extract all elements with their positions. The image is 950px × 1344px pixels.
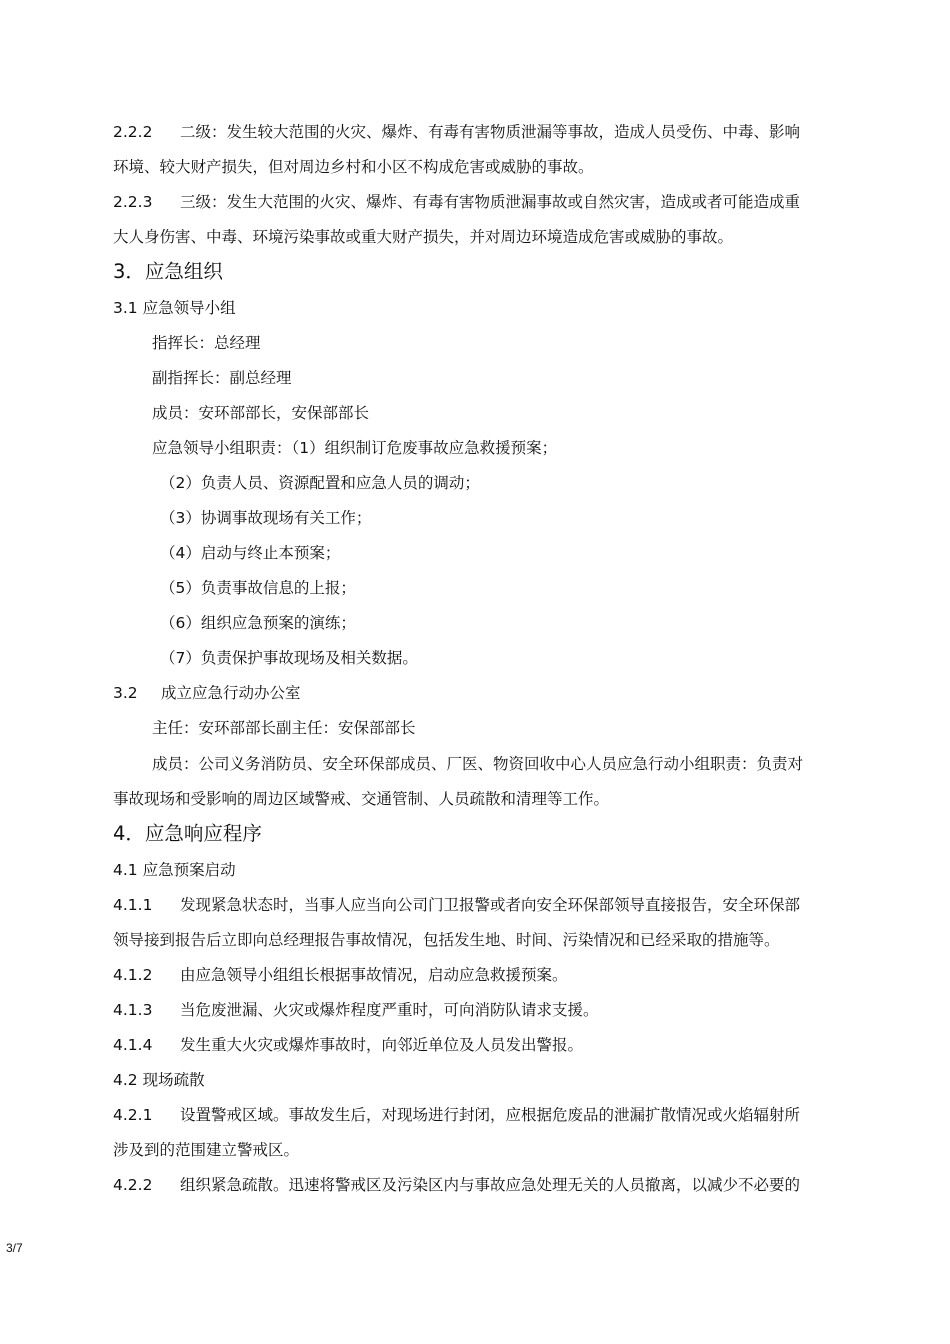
section-number: 4.2.1 <box>113 1106 153 1124</box>
paragraph-text: 由应急领导小组组长根据事故情况，启动应急救援预案。 <box>180 966 568 984</box>
paragraph-4-1-4 <box>113 1035 583 1055</box>
section-number: 4.1.4 <box>113 1036 153 1054</box>
heading-4: 4．应急响应程序 <box>113 822 262 845</box>
leader-duty-item: （2）负责人员、资源配置和应急人员的调动； <box>160 474 480 492</box>
leader-duty-item: （5）负责事故信息的上报； <box>160 579 356 597</box>
subheading-3-1: 3.1 应急领导小组 <box>113 299 236 317</box>
office-director: 主任：安环部部长副主任：安保部部长 <box>152 719 416 737</box>
leader-members: 成员：安环部部长，安保部部长 <box>152 404 370 422</box>
heading-3: 3．应急组织 <box>113 260 223 283</box>
paragraph-4-1-2 <box>113 965 568 985</box>
paragraph-2-2-2-line1 <box>113 122 800 142</box>
leader-commander: 指挥长：总经理 <box>152 334 261 352</box>
leader-deputy: 副指挥长：副总经理 <box>152 369 292 387</box>
paragraph-text: 三级：发生大范围的火灾、爆炸、有毒有害物质泄漏事故或自然灾害，造成或者可能造成重 <box>180 193 801 211</box>
leader-duty-item: （3）协调事故现场有关工作； <box>160 509 372 527</box>
section-number: 4.1.1 <box>113 896 153 914</box>
paragraph-4-1-3 <box>113 1000 599 1020</box>
paragraph-text: 发现紧急状态时，当事人应当向公司门卫报警或者向安全环保部领导直接报告，安全环保部 <box>180 896 801 914</box>
paragraph-text: 发生重大火灾或爆炸事故时，向邻近单位及人员发出警报。 <box>180 1036 584 1054</box>
leader-duty-item: （7）负责保护事故现场及相关数据。 <box>160 649 418 667</box>
section-number: 3.2 <box>113 684 138 702</box>
paragraph-4-1-1-line2: 领导接到报告后立即向总经理报告事故情况，包括发生地、时间、污染情况和已经采取的措施等。 <box>113 931 780 949</box>
paragraph-text: 组织紧急疏散。迅速将警戒区及污染区内与事故应急处理无关的人员撤离，以减少不必要的 <box>180 1176 801 1194</box>
section-number: 4.2.2 <box>113 1176 153 1194</box>
section-number: 4.1.3 <box>113 1001 153 1019</box>
subheading-text: 成立应急行动办公室 <box>161 684 301 702</box>
paragraph-2-2-3-line2: 大人身伤害、中毒、环境污染事故或重大财产损失，并对周边环境造成危害或威胁的事故。 <box>113 228 734 246</box>
section-number: 2.2.2 <box>113 123 153 141</box>
page-number: 3/7 <box>6 1241 23 1255</box>
paragraph-4-2-2-line1 <box>113 1175 800 1195</box>
section-number: 4.1.2 <box>113 966 153 984</box>
leader-duties-intro: 应急领导小组职责：（1）组织制订危废事故应急救援预案； <box>152 439 558 457</box>
subheading-3-2 <box>113 683 301 703</box>
leader-duty-item: （6）组织应急预案的演练； <box>160 614 356 632</box>
paragraph-4-1-1-line1 <box>113 895 800 915</box>
subheading-4-2: 4.2 现场疏散 <box>113 1071 205 1089</box>
paragraph-2-2-2-line2: 环境、较大财产损失，但对周边乡村和小区不构成危害或威胁的事故。 <box>113 158 594 176</box>
office-members-line1: 成员：公司义务消防员、安全环保部成员、厂医、物资回收中心人员应急行动小组职责：负责对 <box>152 755 804 773</box>
leader-duty-item: （4）启动与终止本预案； <box>160 544 341 562</box>
paragraph-4-2-1-line1 <box>113 1105 800 1125</box>
subheading-4-1: 4.1 应急预案启动 <box>113 861 236 879</box>
paragraph-text: 当危废泄漏、火灾或爆炸程度严重时，可向消防队请求支援。 <box>180 1001 599 1019</box>
paragraph-2-2-3-line1 <box>113 192 800 212</box>
paragraph-text: 二级：发生较大范围的火灾、爆炸、有毒有害物质泄漏等事故，造成人员受伤、中毒、影响 <box>180 123 801 141</box>
paragraph-text: 设置警戒区域。事故发生后，对现场进行封闭，应根据危废品的泄漏扩散情况或火焰辐射所 <box>180 1106 801 1124</box>
office-members-line2: 事故现场和受影响的周边区域警戒、交通管制、人员疏散和清理等工作。 <box>113 790 610 808</box>
paragraph-4-2-1-line2: 涉及到的范围建立警戒区。 <box>113 1141 300 1159</box>
section-number: 2.2.3 <box>113 193 153 211</box>
